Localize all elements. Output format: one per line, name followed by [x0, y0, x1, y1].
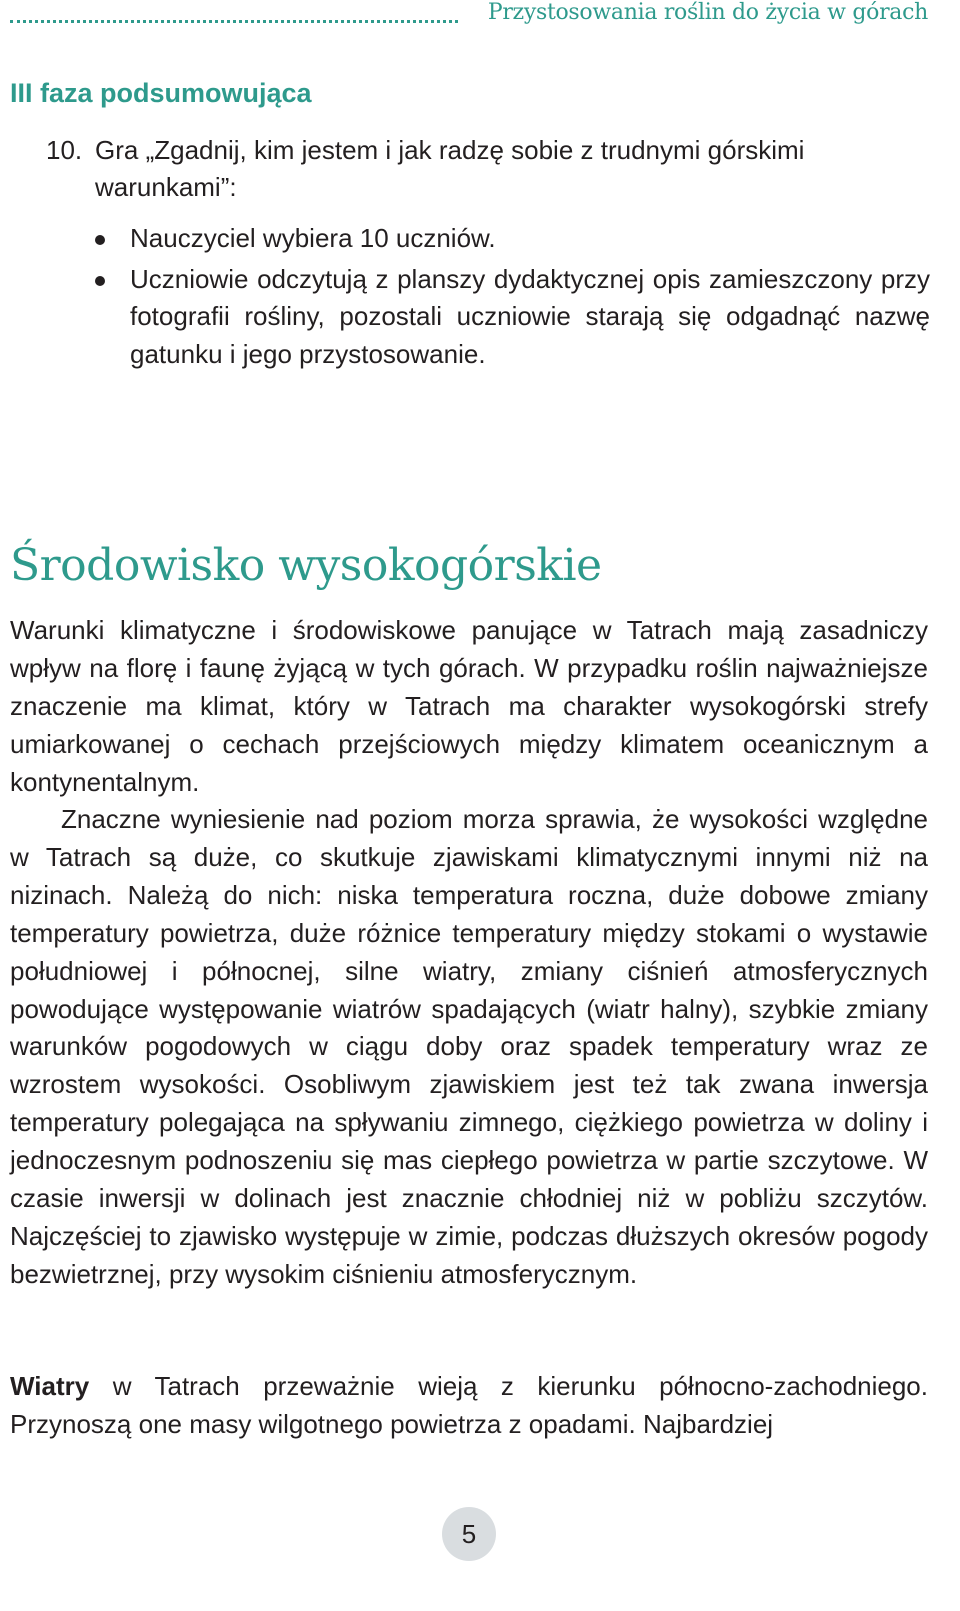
task-number: 10. — [46, 135, 83, 165]
task-text: Gra „Zgadnij, kim jestem i jak radzę sobie z trudnymi górskimi warunkami”: — [95, 135, 805, 202]
task-item — [46, 132, 930, 206]
bullet-item — [95, 220, 930, 258]
paragraph-altitude: Znaczne wyniesienie nad poziom morza sprawia, że wysokości względne w Tatrach są duże, co skutkuje zjawiskami klimatycznymi innymi niż na nizinach. Należą do nich: niska temperatura roczna, duże dobowe zmiany temperatury powietrza, duże różnice temperatury między stokami o wystawie południowej i północnej, silne wiatry, zmiany ciśnień atmosferycznych powodujące występowanie wiatrów spadających (wiatr halny), szybkie zmiany warunków pogodowych w ciągu doby oraz spadek temperatury wraz ze wzrostem wysokości. Osobliwym zjawiskiem jest też tak zwana inwersja temperatury polegająca na spływaniu zimnego, ciężkiego powietrza w doliny i jednoczesnym podnoszeniu się mas ciepłego powietrza w partie szczytowe. W czasie inwersji w dolinach jest znacznie chłodniej niż w pobliżu szczytów. Najczęściej to zjawisko występuje w zimie, podczas dłuższych okresów pogody bezwietrznej, przy wysokim ciśnieniu atmosferycznym. — [10, 804, 928, 1289]
bullet-item — [95, 261, 930, 374]
bullet-list — [95, 220, 930, 376]
bullet-text: Uczniowie odczytują z planszy dydaktycznej opis zamieszczony przy fotografii rośliny, pozostali uczniowie starają się odgadnąć nazwę gatunku i jego przystosowanie. — [130, 263, 930, 369]
paragraph-climate: Warunki klimatyczne i środowiskowe panujące w Tatrach mają zasadniczy wpływ na florę i faunę żyjącą w tych górach. W przypadku roślin najważniejsze znaczenie ma klimat, który w Tatrach ma charakter wysokogórski strefy umiarkowanej o cechach przejściowych między klimatem oceanicznym a kontynentalnym. — [10, 615, 928, 797]
running-header — [10, 0, 928, 34]
bullet-icon — [95, 235, 105, 245]
paragraph-winds — [10, 1368, 928, 1444]
bullet-icon — [95, 276, 105, 286]
header-dotted-rule — [10, 20, 458, 23]
bullet-text: Nauczyciel wybiera 10 uczniów. — [130, 223, 496, 253]
winds-term: Wiatry — [10, 1371, 90, 1401]
phase-heading: III faza podsumowująca — [10, 78, 312, 108]
winds-text: w Tatrach przeważnie wieją z kierunku północno-zachodniego. Przynoszą one masy wilgotnego powietrza z opadami. Najbardziej — [10, 1371, 928, 1439]
section-title: Środowisko wysokogórskie — [10, 540, 602, 591]
page-number: 5 — [442, 1507, 496, 1561]
running-header-title: Przystosowania roślin do życia w górach — [487, 0, 928, 25]
